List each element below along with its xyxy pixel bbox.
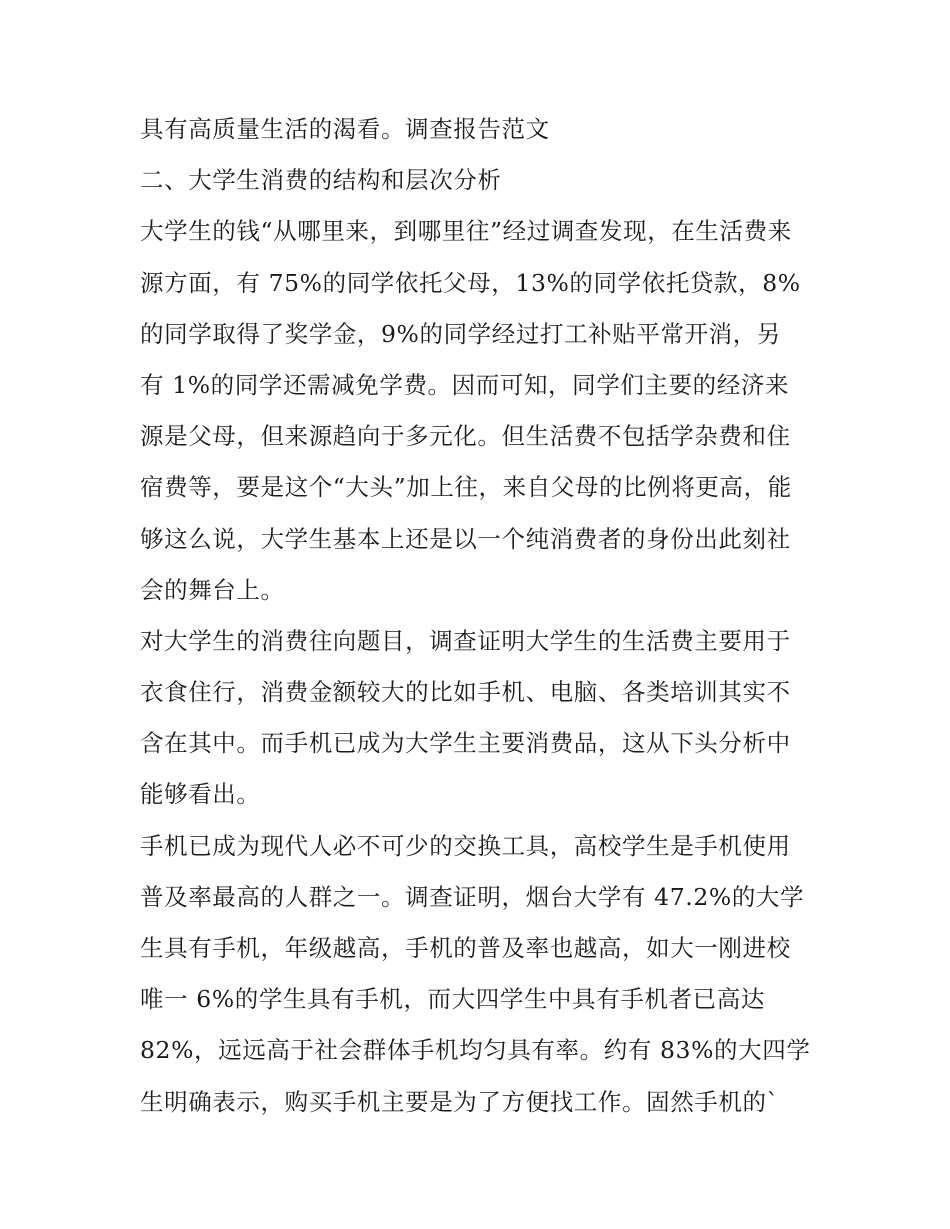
text-line: 有 1%的同学还需减免学费。因而可知，同学们主要的经济来 [140,370,790,399]
text-line: 源是父母，但来源趋向于多元化。但生活费不包括学杂费和住 [140,422,791,451]
text-line: 够这么说，大学生基本上还是以一个纯消费者的身份出此刻社 [140,524,791,553]
body-text [140,104,820,1128]
text-line: 对大学生的消费往向题目，调查证明大学生的生活费主要用于 [140,626,791,655]
text-line: 宿费等，要是这个“大头”加上往，来自父母的比例将更高，能 [140,473,792,502]
text-line: 会的舞台上。 [140,575,285,604]
text-line: 82%，远远高于社会群体手机均匀具有率。约有 83%的大四学 [140,1036,811,1065]
text-line: 衣食住行，消费金额较大的比如手机、电脑、各类培训其实不 [140,678,791,707]
text-line: 唯一 6%的学生具有手机，而大四学生中具有手机者已高达 [140,985,765,1014]
text-line: 含在其中。而手机已成为大学生主要消费品，这从下头分析中 [140,729,791,758]
text-line: 手机已成为现代人必不可少的交换工具，高校学生是手机使用 [140,831,791,860]
text-line: 源方面，有 75%的同学依托父母，13%的同学依托贷款，8% [140,268,801,297]
section-heading: 二、大学生消费的结构和层次分析 [140,166,502,195]
text-line: 生具有手机，年级越高，手机的普及率也越高，如大一刚进校 [140,934,791,962]
text-line: 生明确表示，购买手机主要是为了方便找工作。固然手机的` [140,1087,779,1116]
text-line: 普及率最高的人群之一。调查证明，烟台大学有 47.2%的大学 [140,882,805,911]
text-line: 具有高质量生活的渴看。调查报告范文 [140,115,550,143]
text-line: 的同学取得了奖学金，9%的同学经过打工补贴平常开消，另 [140,319,781,348]
text-line: 大学生的钱“从哪里来，到哪里往”经过调查发现，在生活费来 [140,217,792,246]
text-line: 能够看出。 [140,780,261,809]
